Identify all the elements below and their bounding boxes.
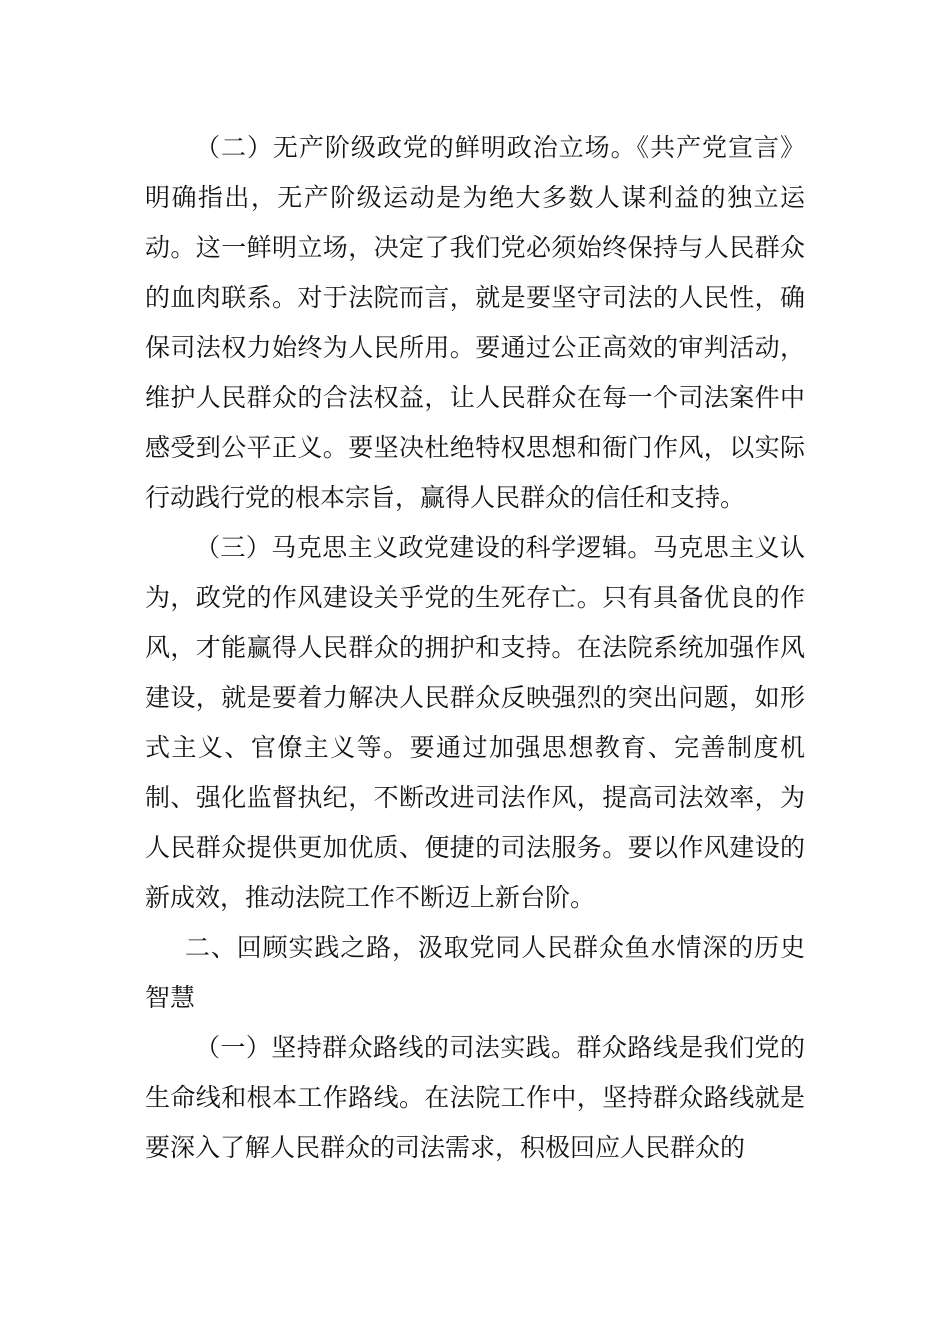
paragraph-section-3: （三）马克思主义政党建设的科学逻辑。马克思主义认为，政党的作风建设关乎党的生死存亡。只有具备优良的作风，才能赢得人民群众的拥护和支持。在法院系统加强作风建设，就是要着力解决人民群众反映强烈的突出问题，如形式主义、官僚主义等。要通过加强思想教育、完善制度机制、强化监督执纪，不断改进司法作风，提高司法效率，为人民群众提供更加优质、便捷的司法服务。要以作风建设的新成效，推动法院工作不断迈上新台阶。	[145, 533, 805, 912]
paragraph-section-2: （二）无产阶级政党的鲜明政治立场。《共产党宣言》明确指出，无产阶级运动是为绝大多数人谋利益的独立运动。这一鲜明立场，决定了我们党必须始终保持与人民群众的血肉联系。对于法院而言，就是要坚守司法的人民性，确保司法权力始终为人民所用。要通过公正高效的审判活动，维护人民群众的合法权益，让人民群众在每一个司法案件中感受到公平正义。要坚决杜绝特权思想和衙门作风，以实际行动践行党的根本宗旨，赢得人民群众的信任和支持。	[145, 133, 805, 512]
paragraph-subsection-1: （一）坚持群众路线的司法实践。群众路线是我们党的生命线和根本工作路线。在法院工作中，坚持群众路线就是要深入了解人民群众的司法需求，积极回应人民群众的	[145, 1033, 805, 1162]
document-body	[145, 123, 805, 1173]
section-heading-2: 二、回顾实践之路，汲取党同人民群众鱼水情深的历史智慧	[145, 933, 805, 1012]
